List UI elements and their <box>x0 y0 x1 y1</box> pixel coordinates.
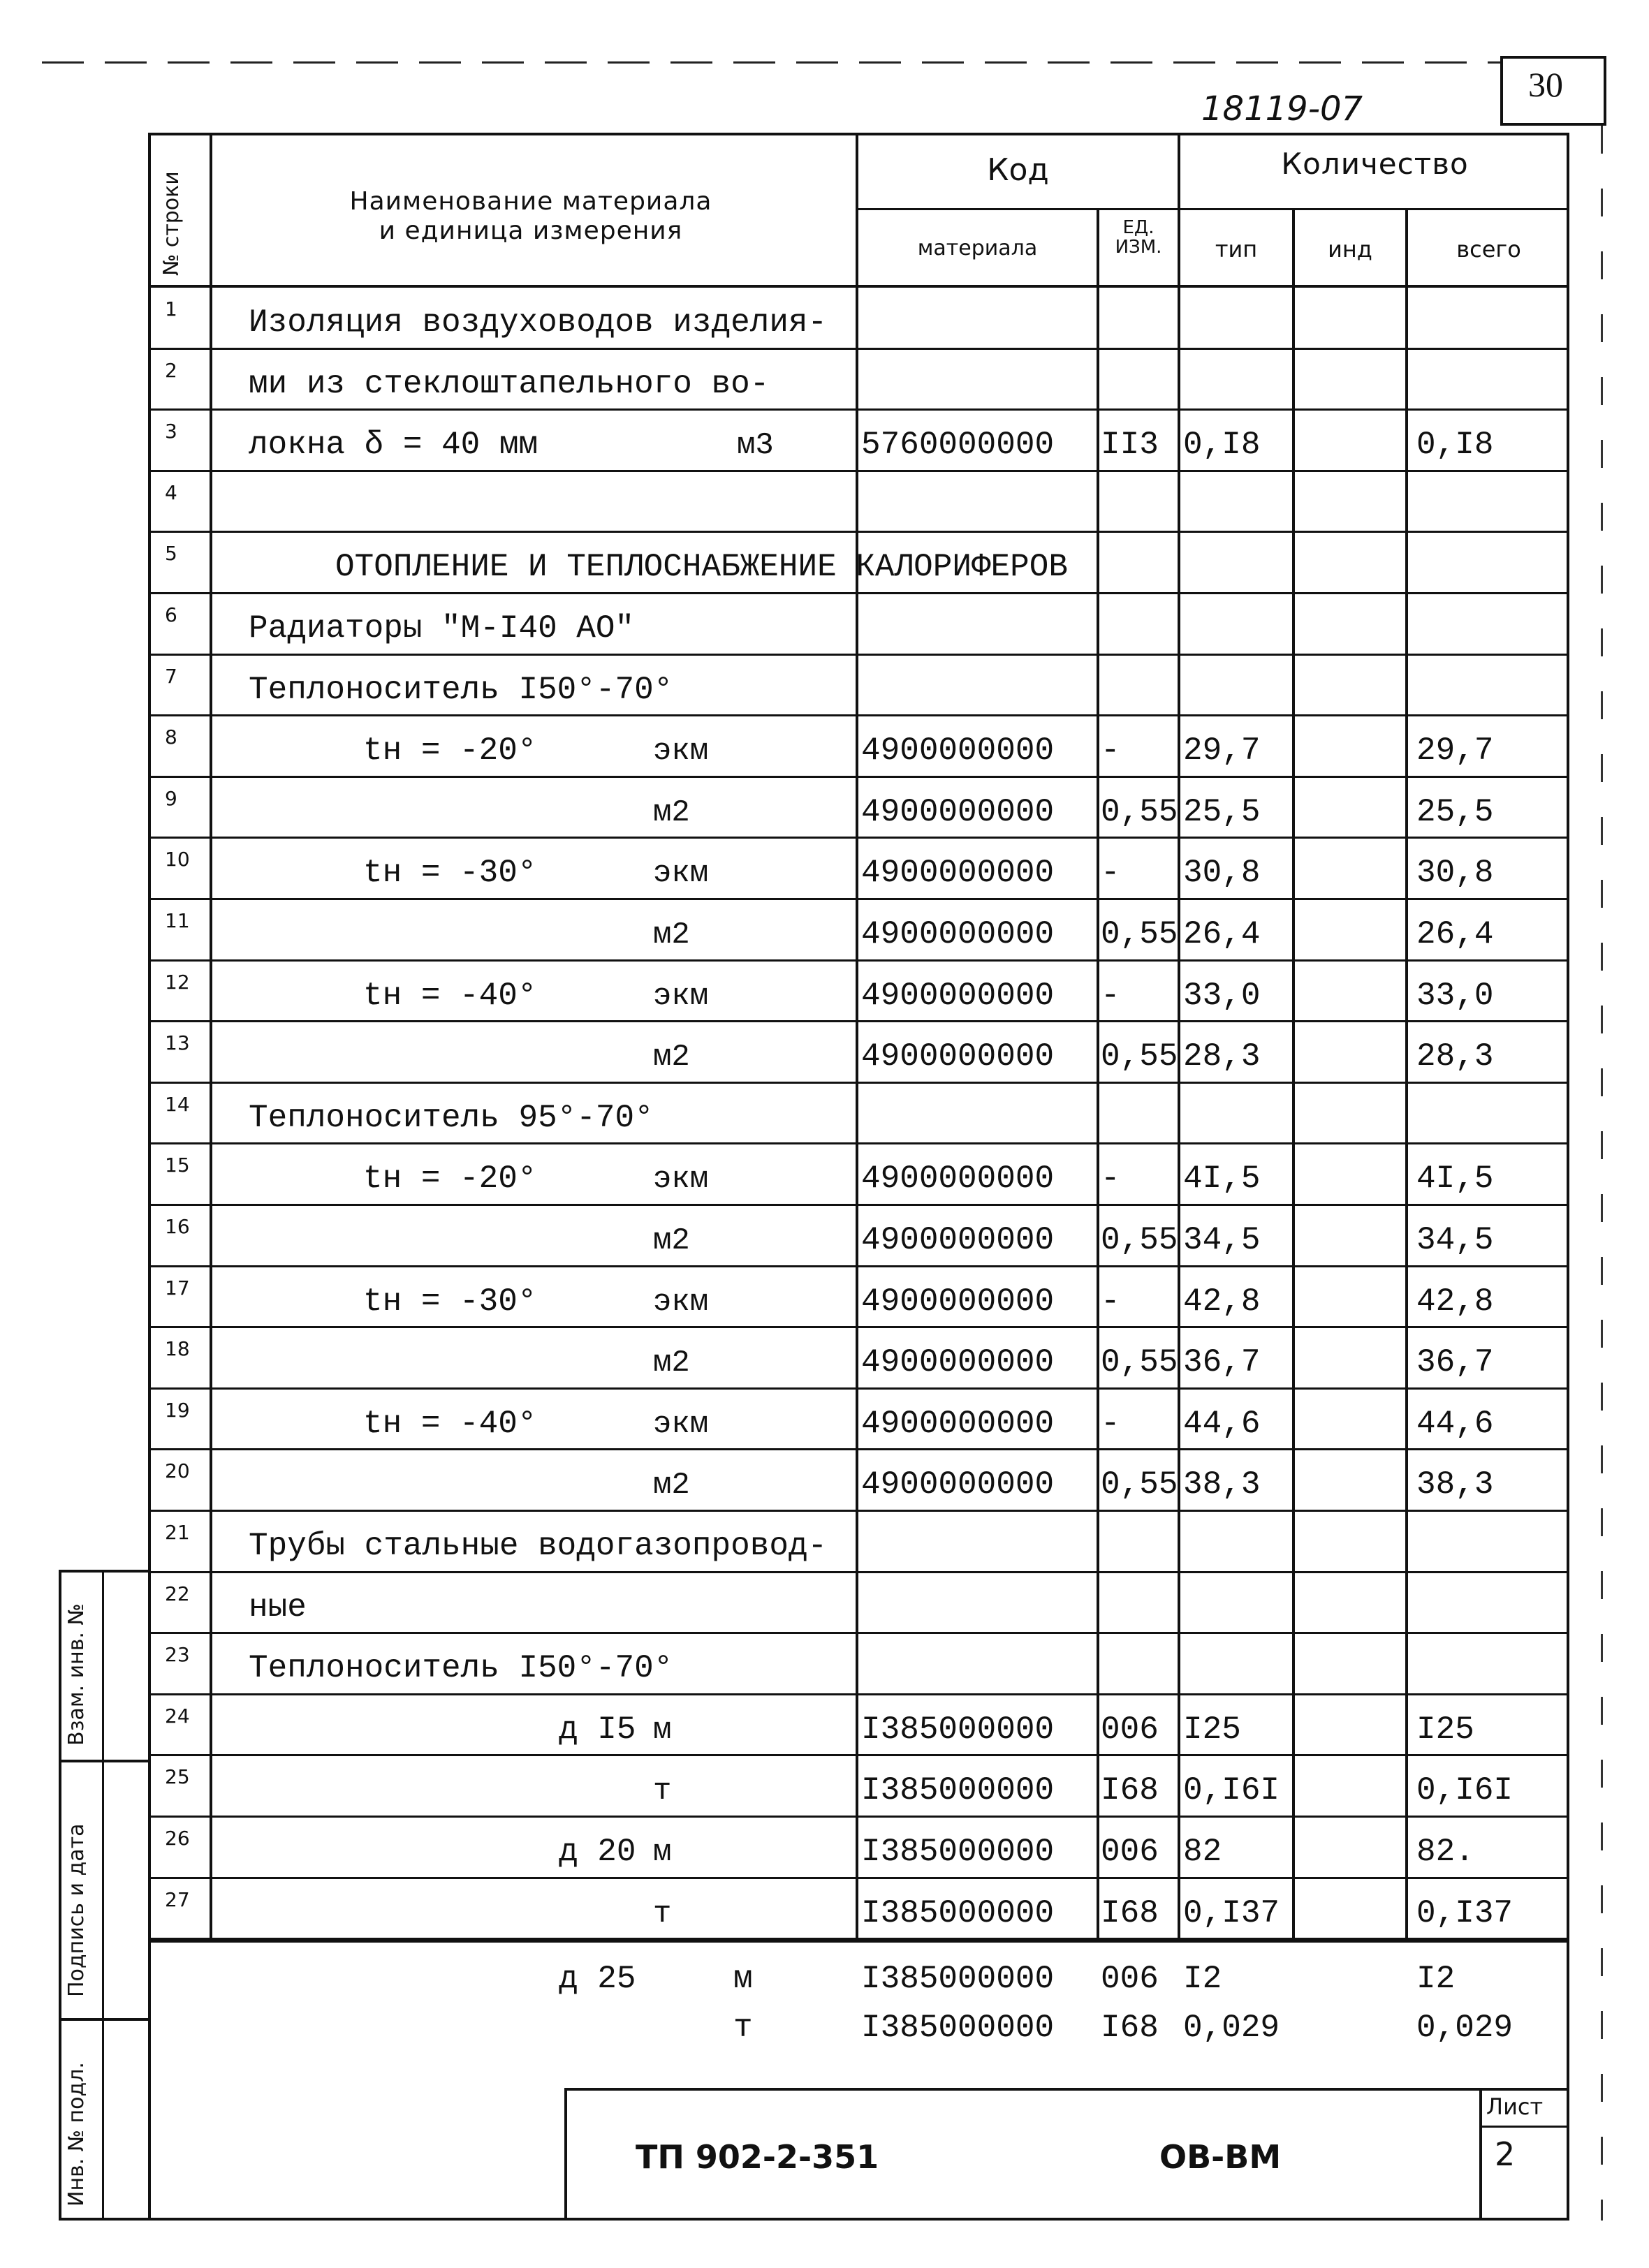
row-unit-label: экм <box>653 1162 709 1198</box>
table-row <box>0 838 1649 899</box>
row-name: tн = -20° <box>363 732 537 770</box>
row-unit-label: м2 <box>653 1223 690 1258</box>
row-number: 20 <box>165 1459 190 1483</box>
row-tip: 0,I8 <box>1183 427 1261 464</box>
table-row <box>0 655 1649 716</box>
row-tip: 0,I6I <box>1183 1772 1280 1809</box>
row-number: 15 <box>165 1154 190 1177</box>
row-name: Трубы стальные водогазопровод- <box>249 1528 828 1564</box>
row-tip: 29,7 <box>1183 732 1261 770</box>
row-unit-label: экм <box>653 1284 709 1320</box>
row-total: 4I,5 <box>1416 1161 1494 1198</box>
side-divider-v <box>102 1570 104 2221</box>
row-name: ОТОПЛЕНИЕ И ТЕПЛОСНАБЖЕНИЕ КАЛОРИФЕРОВ <box>335 549 1068 586</box>
row-unit: I68 <box>1101 1772 1159 1809</box>
header-unit: ЕД. ИЗМ. <box>1115 217 1162 258</box>
table-row <box>0 1755 1649 1817</box>
row-unit-label: м2 <box>653 1468 690 1503</box>
row-name: tн = -40° <box>363 1405 537 1442</box>
title-sheet-number: 2 <box>1495 2135 1516 2173</box>
side-label-replaced-inv: Взам. инв. № <box>64 1603 89 1746</box>
row-code: I385000000 <box>861 1894 1055 1931</box>
row-unit: - <box>1101 1161 1120 1198</box>
row-number: 2 <box>165 358 177 382</box>
header-name-line1: Наименование материала <box>349 187 712 216</box>
row-tip: 0,I37 <box>1183 1894 1280 1931</box>
table-row <box>0 1450 1649 1511</box>
header-code: Код <box>987 152 1049 188</box>
top-trim-line <box>42 61 1502 64</box>
row-code: 5760000000 <box>861 427 1055 464</box>
row-tip: 30,8 <box>1183 855 1261 892</box>
rows-bottom-line <box>148 1940 1569 1943</box>
row-unit: 0,55 <box>1101 1038 1178 1075</box>
row-unit: - <box>1101 977 1120 1014</box>
table-row <box>0 716 1649 777</box>
document-id: 18119-07 <box>1201 89 1363 128</box>
row-tip: 26,4 <box>1183 916 1261 952</box>
row-name: Теплоноситель 95°-70° <box>249 1099 654 1136</box>
extra-row-unit: I68 <box>1101 2010 1159 2046</box>
header-mid-line <box>856 208 1569 210</box>
row-name: tн = -20° <box>363 1161 537 1198</box>
row-total: 0,I37 <box>1416 1894 1514 1931</box>
row-name: Радиаторы "М-I40 АО" <box>249 610 635 647</box>
row-tip: 4I,5 <box>1183 1161 1261 1198</box>
row-tip: 42,8 <box>1183 1283 1261 1320</box>
title-block-sheet-divider <box>1479 2088 1482 2221</box>
row-code: 4900000000 <box>861 916 1055 952</box>
title-block-sheet-hline <box>1479 2126 1569 2128</box>
row-unit-label: м2 <box>653 1040 690 1075</box>
row-tip: 82 <box>1183 1834 1222 1870</box>
row-number: 9 <box>165 786 177 810</box>
row-unit: 006 <box>1101 1834 1159 1870</box>
side-divider-2 <box>59 2018 151 2021</box>
row-total: 0,I8 <box>1416 427 1494 464</box>
row-unit-label: экм <box>653 856 709 892</box>
row-number: 6 <box>165 603 177 626</box>
row-tip: 38,3 <box>1183 1466 1261 1503</box>
row-unit-label: т <box>653 1774 672 1809</box>
table-row <box>0 594 1649 655</box>
row-name: ные <box>249 1589 307 1626</box>
extra-row-unit: 006 <box>1101 1961 1159 1997</box>
row-unit-label: м <box>653 1712 672 1748</box>
extra-row-total: 0,029 <box>1416 2010 1514 2046</box>
extra-row-unit-label: м <box>733 1961 753 1997</box>
extra-row-unit-label: т <box>733 2010 753 2046</box>
extra-row-name: д 25 <box>559 1961 636 1997</box>
row-number: 12 <box>165 970 190 994</box>
row-name: Изоляция воздуховодов изделия- <box>249 304 828 341</box>
table-row <box>0 1695 1649 1756</box>
row-unit: I68 <box>1101 1894 1159 1931</box>
row-name: tн = -30° <box>363 1283 537 1320</box>
table-row <box>0 1083 1649 1144</box>
row-tip: 28,3 <box>1183 1038 1261 1075</box>
side-label-inv-no: Инв. № подл. <box>64 2062 89 2207</box>
row-number: 11 <box>165 909 190 932</box>
table-row <box>0 1205 1649 1267</box>
title-doc-code: ОВ-ВМ <box>1159 2138 1282 2176</box>
table-row <box>0 410 1649 471</box>
row-code: 4900000000 <box>861 1222 1055 1258</box>
row-tip: 25,5 <box>1183 793 1261 830</box>
row-unit: 0,55 <box>1101 1222 1178 1258</box>
table-row <box>0 1389 1649 1450</box>
table-row <box>0 777 1649 839</box>
row-number: 13 <box>165 1031 190 1055</box>
header-material: материала <box>917 236 1038 260</box>
header-tip: тип <box>1215 236 1258 263</box>
table-row <box>0 899 1649 961</box>
title-sheet-label: Лист <box>1486 2093 1544 2120</box>
row-code: 4900000000 <box>861 1038 1055 1075</box>
row-total: 38,3 <box>1416 1466 1494 1503</box>
row-number: 8 <box>165 726 177 749</box>
table-row <box>0 532 1649 594</box>
row-unit: II3 <box>1101 427 1159 464</box>
header-name-line2: и единица измерения <box>379 216 683 245</box>
row-number: 5 <box>165 542 177 566</box>
table-row <box>0 1267 1649 1328</box>
table-row <box>0 1633 1649 1695</box>
row-unit-label: м3 <box>737 428 774 464</box>
row-name: д 20 <box>559 1834 636 1870</box>
row-number: 7 <box>165 664 177 688</box>
row-total: 0,I6I <box>1416 1772 1514 1809</box>
row-number: 27 <box>165 1887 190 1911</box>
row-unit: - <box>1101 732 1120 770</box>
row-number: 10 <box>165 848 190 871</box>
side-divider-1 <box>59 1760 151 1762</box>
row-tip: 36,7 <box>1183 1344 1261 1381</box>
row-unit-label: м2 <box>653 795 690 830</box>
table-row <box>0 288 1649 349</box>
row-number: 4 <box>165 480 177 504</box>
row-total: I25 <box>1416 1711 1474 1748</box>
table-row <box>0 1022 1649 1083</box>
row-total: 42,8 <box>1416 1283 1494 1320</box>
table-row <box>0 961 1649 1022</box>
extra-row-code: I385000000 <box>861 2010 1055 2046</box>
row-number: 26 <box>165 1827 190 1850</box>
row-total: 36,7 <box>1416 1344 1494 1381</box>
extra-row-code: I385000000 <box>861 1961 1055 1997</box>
row-unit-label: м2 <box>653 918 690 952</box>
row-total: 29,7 <box>1416 732 1494 770</box>
title-project-code: ТП 902-2-351 <box>636 2138 879 2176</box>
row-code: 4900000000 <box>861 1344 1055 1381</box>
row-unit-label: м <box>653 1835 672 1870</box>
row-total: 34,5 <box>1416 1222 1494 1258</box>
row-unit-label: м2 <box>653 1346 690 1381</box>
row-code: 4900000000 <box>861 1405 1055 1442</box>
row-unit-label: т <box>653 1896 672 1931</box>
table-row <box>0 1327 1649 1389</box>
row-unit: 0,55 <box>1101 1466 1178 1503</box>
extra-row-total: I2 <box>1416 1961 1456 1997</box>
row-tip: 34,5 <box>1183 1222 1261 1258</box>
row-code: 4900000000 <box>861 1466 1055 1503</box>
row-number: 16 <box>165 1215 190 1238</box>
row-total: 26,4 <box>1416 916 1494 952</box>
row-number: 1 <box>165 297 177 321</box>
header-quantity: Количество <box>1281 147 1469 181</box>
row-total: 82. <box>1416 1834 1474 1870</box>
row-name: ми из стеклоштапельного во- <box>249 365 770 402</box>
row-number: 23 <box>165 1643 190 1667</box>
row-code: 4900000000 <box>861 977 1055 1014</box>
header-total: всего <box>1456 236 1521 263</box>
row-number: 22 <box>165 1582 190 1605</box>
row-number: 17 <box>165 1276 190 1299</box>
side-label-sign-date: Подпись и дата <box>64 1823 89 1997</box>
extra-row <box>0 1955 1649 2004</box>
row-total: 25,5 <box>1416 793 1494 830</box>
row-name: Теплоноситель I50°-70° <box>249 671 673 708</box>
row-code: 4900000000 <box>861 1161 1055 1198</box>
row-code: 4900000000 <box>861 793 1055 830</box>
row-unit-label: экм <box>653 1406 709 1442</box>
row-name: tн = -40° <box>363 977 537 1014</box>
row-number: 3 <box>165 420 177 443</box>
row-name: локна δ = 40 мм <box>249 427 538 464</box>
header-row-number: № строки <box>159 171 184 276</box>
row-name: tн = -30° <box>363 855 537 892</box>
row-code: 4900000000 <box>861 1283 1055 1320</box>
row-total: 30,8 <box>1416 855 1494 892</box>
row-total: 28,3 <box>1416 1038 1494 1075</box>
row-code: I385000000 <box>861 1772 1055 1809</box>
row-code: I385000000 <box>861 1711 1055 1748</box>
table-row <box>0 1817 1649 1878</box>
row-unit: - <box>1101 855 1120 892</box>
row-number: 19 <box>165 1398 190 1422</box>
table-row <box>0 1878 1649 1940</box>
row-unit-label: экм <box>653 734 709 770</box>
row-name: д I5 <box>559 1711 636 1748</box>
row-unit: 0,55 <box>1101 793 1178 830</box>
row-code: I385000000 <box>861 1834 1055 1870</box>
row-number: 21 <box>165 1521 190 1544</box>
row-unit: - <box>1101 1283 1120 1320</box>
row-unit: 0,55 <box>1101 916 1178 952</box>
row-number: 24 <box>165 1704 190 1728</box>
header-ind: инд <box>1328 236 1372 263</box>
table-row <box>0 1511 1649 1573</box>
row-unit: - <box>1101 1405 1120 1442</box>
row-code: 4900000000 <box>861 855 1055 892</box>
row-unit: 006 <box>1101 1711 1159 1748</box>
table-row <box>0 349 1649 411</box>
row-unit: 0,55 <box>1101 1344 1178 1381</box>
row-tip: I25 <box>1183 1711 1241 1748</box>
row-unit-label: экм <box>653 978 709 1014</box>
row-code: 4900000000 <box>861 732 1055 770</box>
row-tip: 44,6 <box>1183 1405 1261 1442</box>
table-row <box>0 1573 1649 1634</box>
table-row <box>0 1144 1649 1205</box>
extra-row <box>0 2004 1649 2053</box>
row-total: 33,0 <box>1416 977 1494 1014</box>
row-total: 44,6 <box>1416 1405 1494 1442</box>
extra-row-tip: I2 <box>1183 1961 1222 1997</box>
row-number: 14 <box>165 1092 190 1116</box>
table-row <box>0 471 1649 533</box>
row-name: Теплоноситель I50°-70° <box>249 1650 673 1687</box>
row-number: 18 <box>165 1337 190 1361</box>
sheet-number: 30 <box>1528 65 1563 104</box>
row-number: 25 <box>165 1765 190 1789</box>
row-tip: 33,0 <box>1183 977 1261 1014</box>
extra-row-tip: 0,029 <box>1183 2010 1280 2046</box>
